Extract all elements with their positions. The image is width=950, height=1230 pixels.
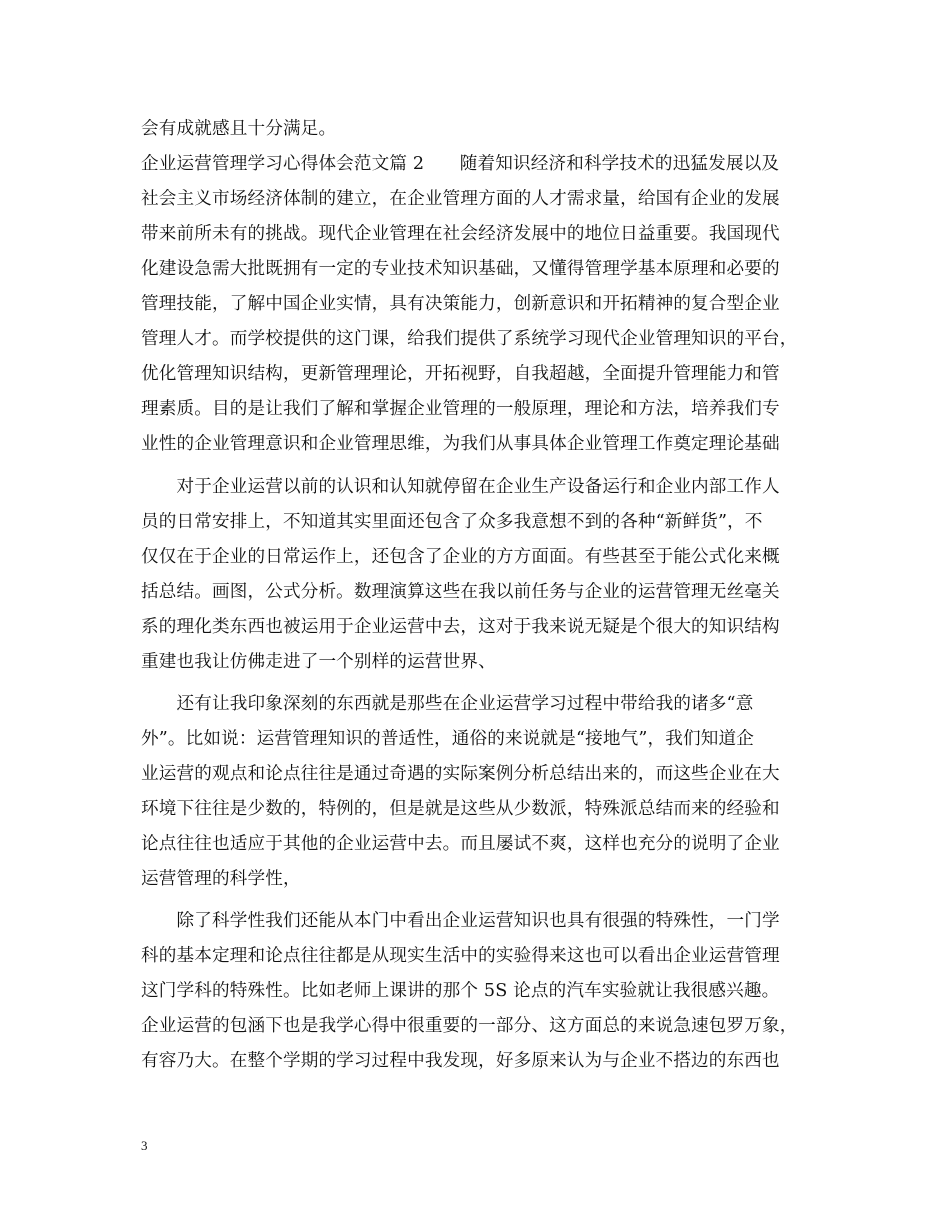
text-line: 括总结。画图，公式分析。数理演算这些在我以前任务与企业的运营管理无丝毫关 <box>141 582 780 602</box>
text-line: 优化管理知识结构，更新管理理论，开拓视野，自我超越，全面提升管理能力和管 <box>141 364 780 384</box>
text-line: 理素质。目的是让我们了解和掌握企业管理的一般原理，理论和方法，培养我们专 <box>141 399 780 419</box>
text-line: 会有成就感且十分满足。 <box>141 119 337 139</box>
text-line: 对于企业运营以前的认识和认知就停留在企业生产设备运行和企业内部工作人 <box>141 477 780 497</box>
text-line: 还有让我印象深刻的东西就是那些在企业运营学习过程中带给我的诸多“意 <box>141 694 754 714</box>
text-line: 社会主义市场经济体制的建立，在企业管理方面的人才需求量，给国有企业的发展 <box>141 189 780 209</box>
text-line: 业运营的观点和论点往往是通过奇遇的实际案例分析总结出来的，而这些企业在大 <box>141 764 780 784</box>
text-line: 系的理化类东西也被运用于企业运营中去，这对于我来说无疑是个很大的知识结构 <box>141 617 780 637</box>
text-line: 除了科学性我们还能从本门中看出企业运营知识也具有很强的特殊性，一门学 <box>141 911 780 931</box>
text-line: 管理技能，了解中国企业实情，具有决策能力，创新意识和开拓精神的复合型企业 <box>141 294 780 314</box>
text-line: 管理人才。而学校提供的这门课，给我们提供了系统学习现代企业管理知识的平台， <box>141 329 798 349</box>
text-line: 运营管理的科学性， <box>141 869 301 889</box>
text-line: 有容乃大。在整个学期的学习过程中我发现，好多原来认为与企业不搭边的东西也 <box>141 1051 780 1071</box>
text-line: 科的基本定理和论点往往都是从现实生活中的实验得来这也可以看出企业运营管理 <box>141 946 780 966</box>
text-line: 企业运营的包涵下也是我学心得中很重要的一部分、这方面总的来说急速包罗万象， <box>141 1016 798 1036</box>
text-line: 外”。比如说：运营管理知识的普适性，通俗的来说就是“接地气”，我们知道企 <box>141 729 754 749</box>
text-line: 带来前所未有的挑战。现代企业管理在社会经济发展中的地位日益重要。我国现代 <box>141 224 780 244</box>
text-line: 论点往往也适应于其他的企业运营中去。而且屡试不爽，这样也充分的说明了企业 <box>141 834 780 854</box>
text-line: 环境下往往是少数的，特例的，但是就是这些从少数派，特殊派总结而来的经验和 <box>141 799 780 819</box>
text-line: 员的日常安排上，不知道其实里面还包含了众多我意想不到的各种“新鲜货”，不 <box>141 512 763 532</box>
text-line: 重建也我让仿佛走进了一个别样的运营世界、 <box>141 652 496 672</box>
text-line: 企业运营管理学习心得体会范文篇 2 随着知识经济和科学技术的迅猛发展以及 <box>141 154 780 174</box>
text-line: 化建设急需大批既拥有一定的专业技术知识基础，又懂得管理学基本原理和必要的 <box>141 259 780 279</box>
text-line: 业性的企业管理意识和企业管理思维，为我们从事具体企业管理工作奠定理论基础 <box>141 434 780 454</box>
text-line: 仅仅在于企业的日常运作上，还包含了企业的方方面面。有些甚至于能公式化来概 <box>141 547 780 567</box>
text-line: 这门学科的特殊性。比如老师上课讲的那个 5S 论点的汽车实验就让我很感兴趣。 <box>141 981 780 1001</box>
page-number: 3 <box>141 1138 148 1153</box>
